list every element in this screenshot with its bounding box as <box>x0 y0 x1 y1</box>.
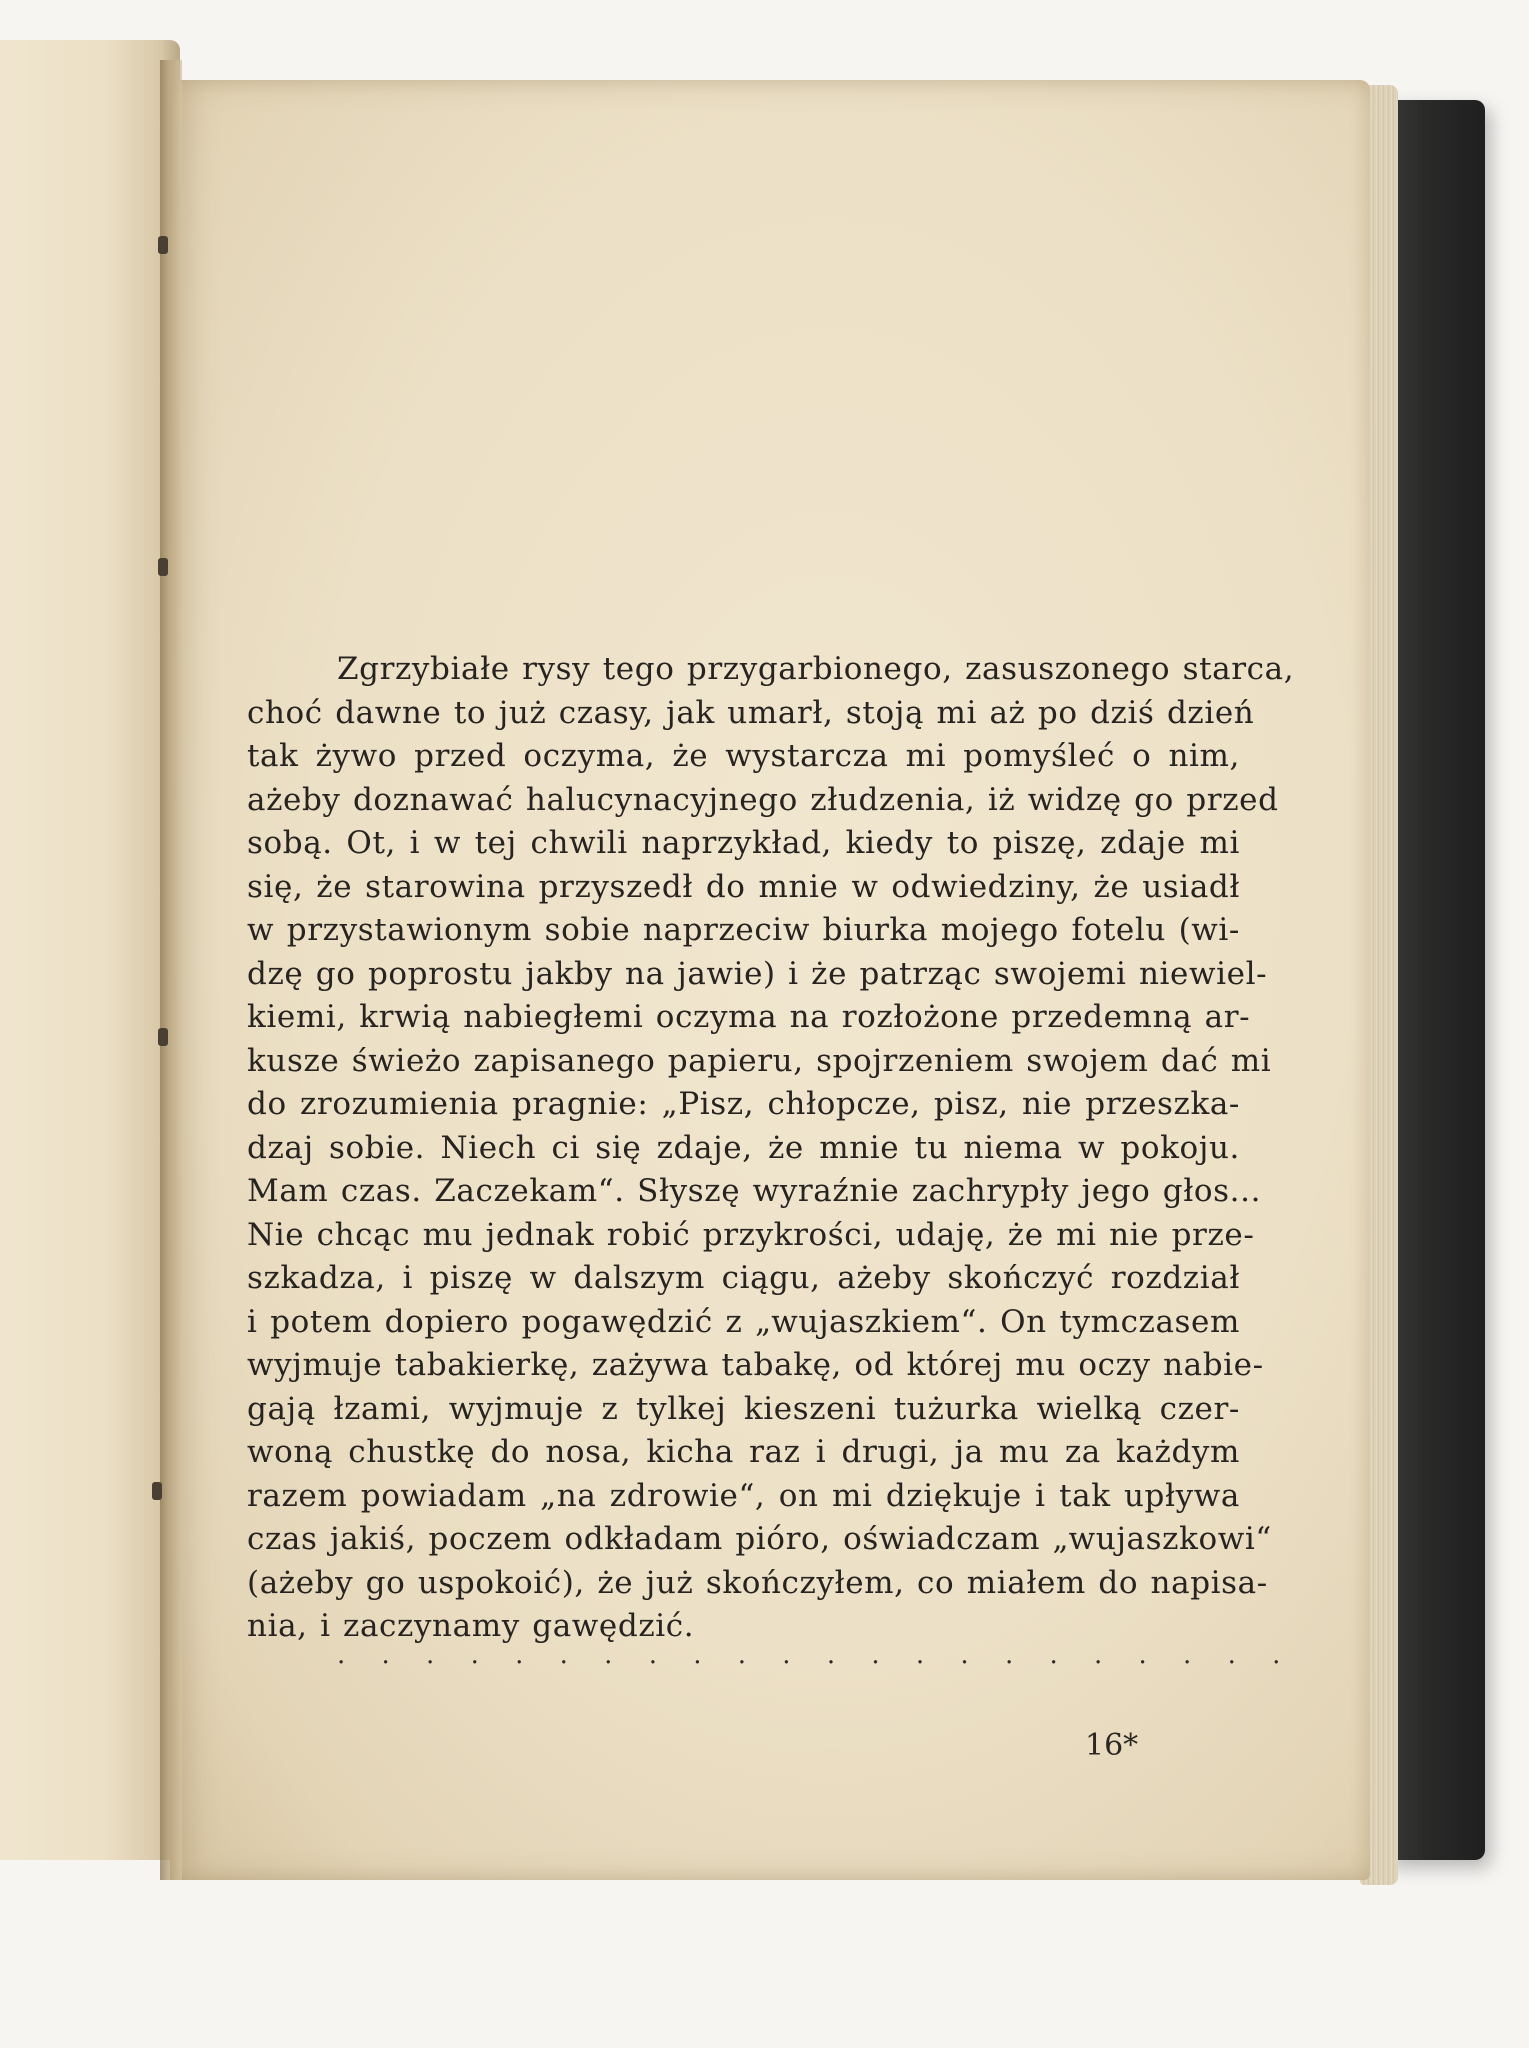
text-line: gają łzami, wyjmuje z tylkej kieszeni tużurka wielką czer- <box>247 1390 1240 1427</box>
text-line: do zrozumienia pragnie: „Pisz, chłopcze, pisz, nie przeszka- <box>247 1086 1240 1122</box>
text-line: razem powiadam „na zdrowie“, on mi dziękuje i tak upływa <box>247 1477 1240 1514</box>
text-line: kiemi, krwią nabiegłemi oczyma na rozłożone przedemną ar- <box>247 999 1251 1035</box>
text-line: sobą. Ot, i w tej chwili naprzykład, kiedy to piszę, zdaje mi <box>247 825 1240 861</box>
text-line: ażeby doznawać halucynacyjnego złudzenia, iż widzę go przed <box>247 781 1279 818</box>
text-line: nia, i zaczynamy gawędzić. <box>247 1608 695 1644</box>
text-line: (ażeby go uspokoić), że już skończyłem, co miałem do napisa- <box>247 1564 1268 1601</box>
text-line: dzaj sobie. Niech ci się zdaje, że mnie tu niema w pokoju. <box>247 1129 1240 1166</box>
text-line: choć dawne to już czasy, jak umarł, stoją mi aż po dziś dzień <box>247 694 1255 731</box>
dotted-separator: . . . . . . . . . . . . . . . . . . . . . . <box>337 1640 1295 1670</box>
page-number: 16* <box>1085 1728 1139 1763</box>
binding-thread-mark <box>158 1028 168 1046</box>
binding-thread-mark <box>158 236 168 254</box>
text-line: tak żywo przed oczyma, że wystarcza mi pomyśleć o nim, <box>247 738 1240 774</box>
binding-thread-mark <box>158 558 168 576</box>
book-cover <box>1385 100 1485 1860</box>
text-line: się, że starowina przyszedł do mnie w odwiedziny, że usiadł <box>247 868 1240 905</box>
text-line: czas jakiś, poczem odkładam pióro, oświadczam „wujaszkowi“ <box>247 1521 1272 1557</box>
text-line: dzę go poprostu jakby na jawie) i że patrząc swojemi niewiel- <box>247 955 1268 992</box>
text-line: i potem dopiero pogawędzić z „wujaszkiem“. On tymczasem <box>247 1303 1240 1340</box>
text-line: Mam czas. Zaczekam“. Słyszę wyraźnie zachrypły jego głos... <box>247 1173 1262 1209</box>
binding-thread-mark <box>152 1482 162 1500</box>
text-line: Zgrzybiałe rysy tego przygarbionego, zasuszonego starca, <box>337 651 1295 687</box>
book-gutter <box>160 60 182 1880</box>
text-line: Nie chcąc mu jednak robić przykrości, udaję, że mi nie prze- <box>247 1216 1255 1253</box>
text-line: woną chustkę do nosa, kicha raz i drugi, ja mu za każdym <box>247 1434 1240 1470</box>
body-paragraph <box>247 648 1295 1649</box>
text-line: szkadza, i piszę w dalszym ciągu, ażeby skończyć rozdział <box>247 1260 1240 1296</box>
text-line: wyjmuje tabakierkę, zażywa tabakę, od której mu oczy nabie- <box>247 1347 1264 1383</box>
left-page <box>0 40 180 1860</box>
text-line: kusze świeżo zapisanego papieru, spojrzeniem swojem dać mi <box>247 1042 1272 1079</box>
text-line: w przystawionym sobie naprzeciw biurka mojego fotelu (wi- <box>247 912 1240 948</box>
